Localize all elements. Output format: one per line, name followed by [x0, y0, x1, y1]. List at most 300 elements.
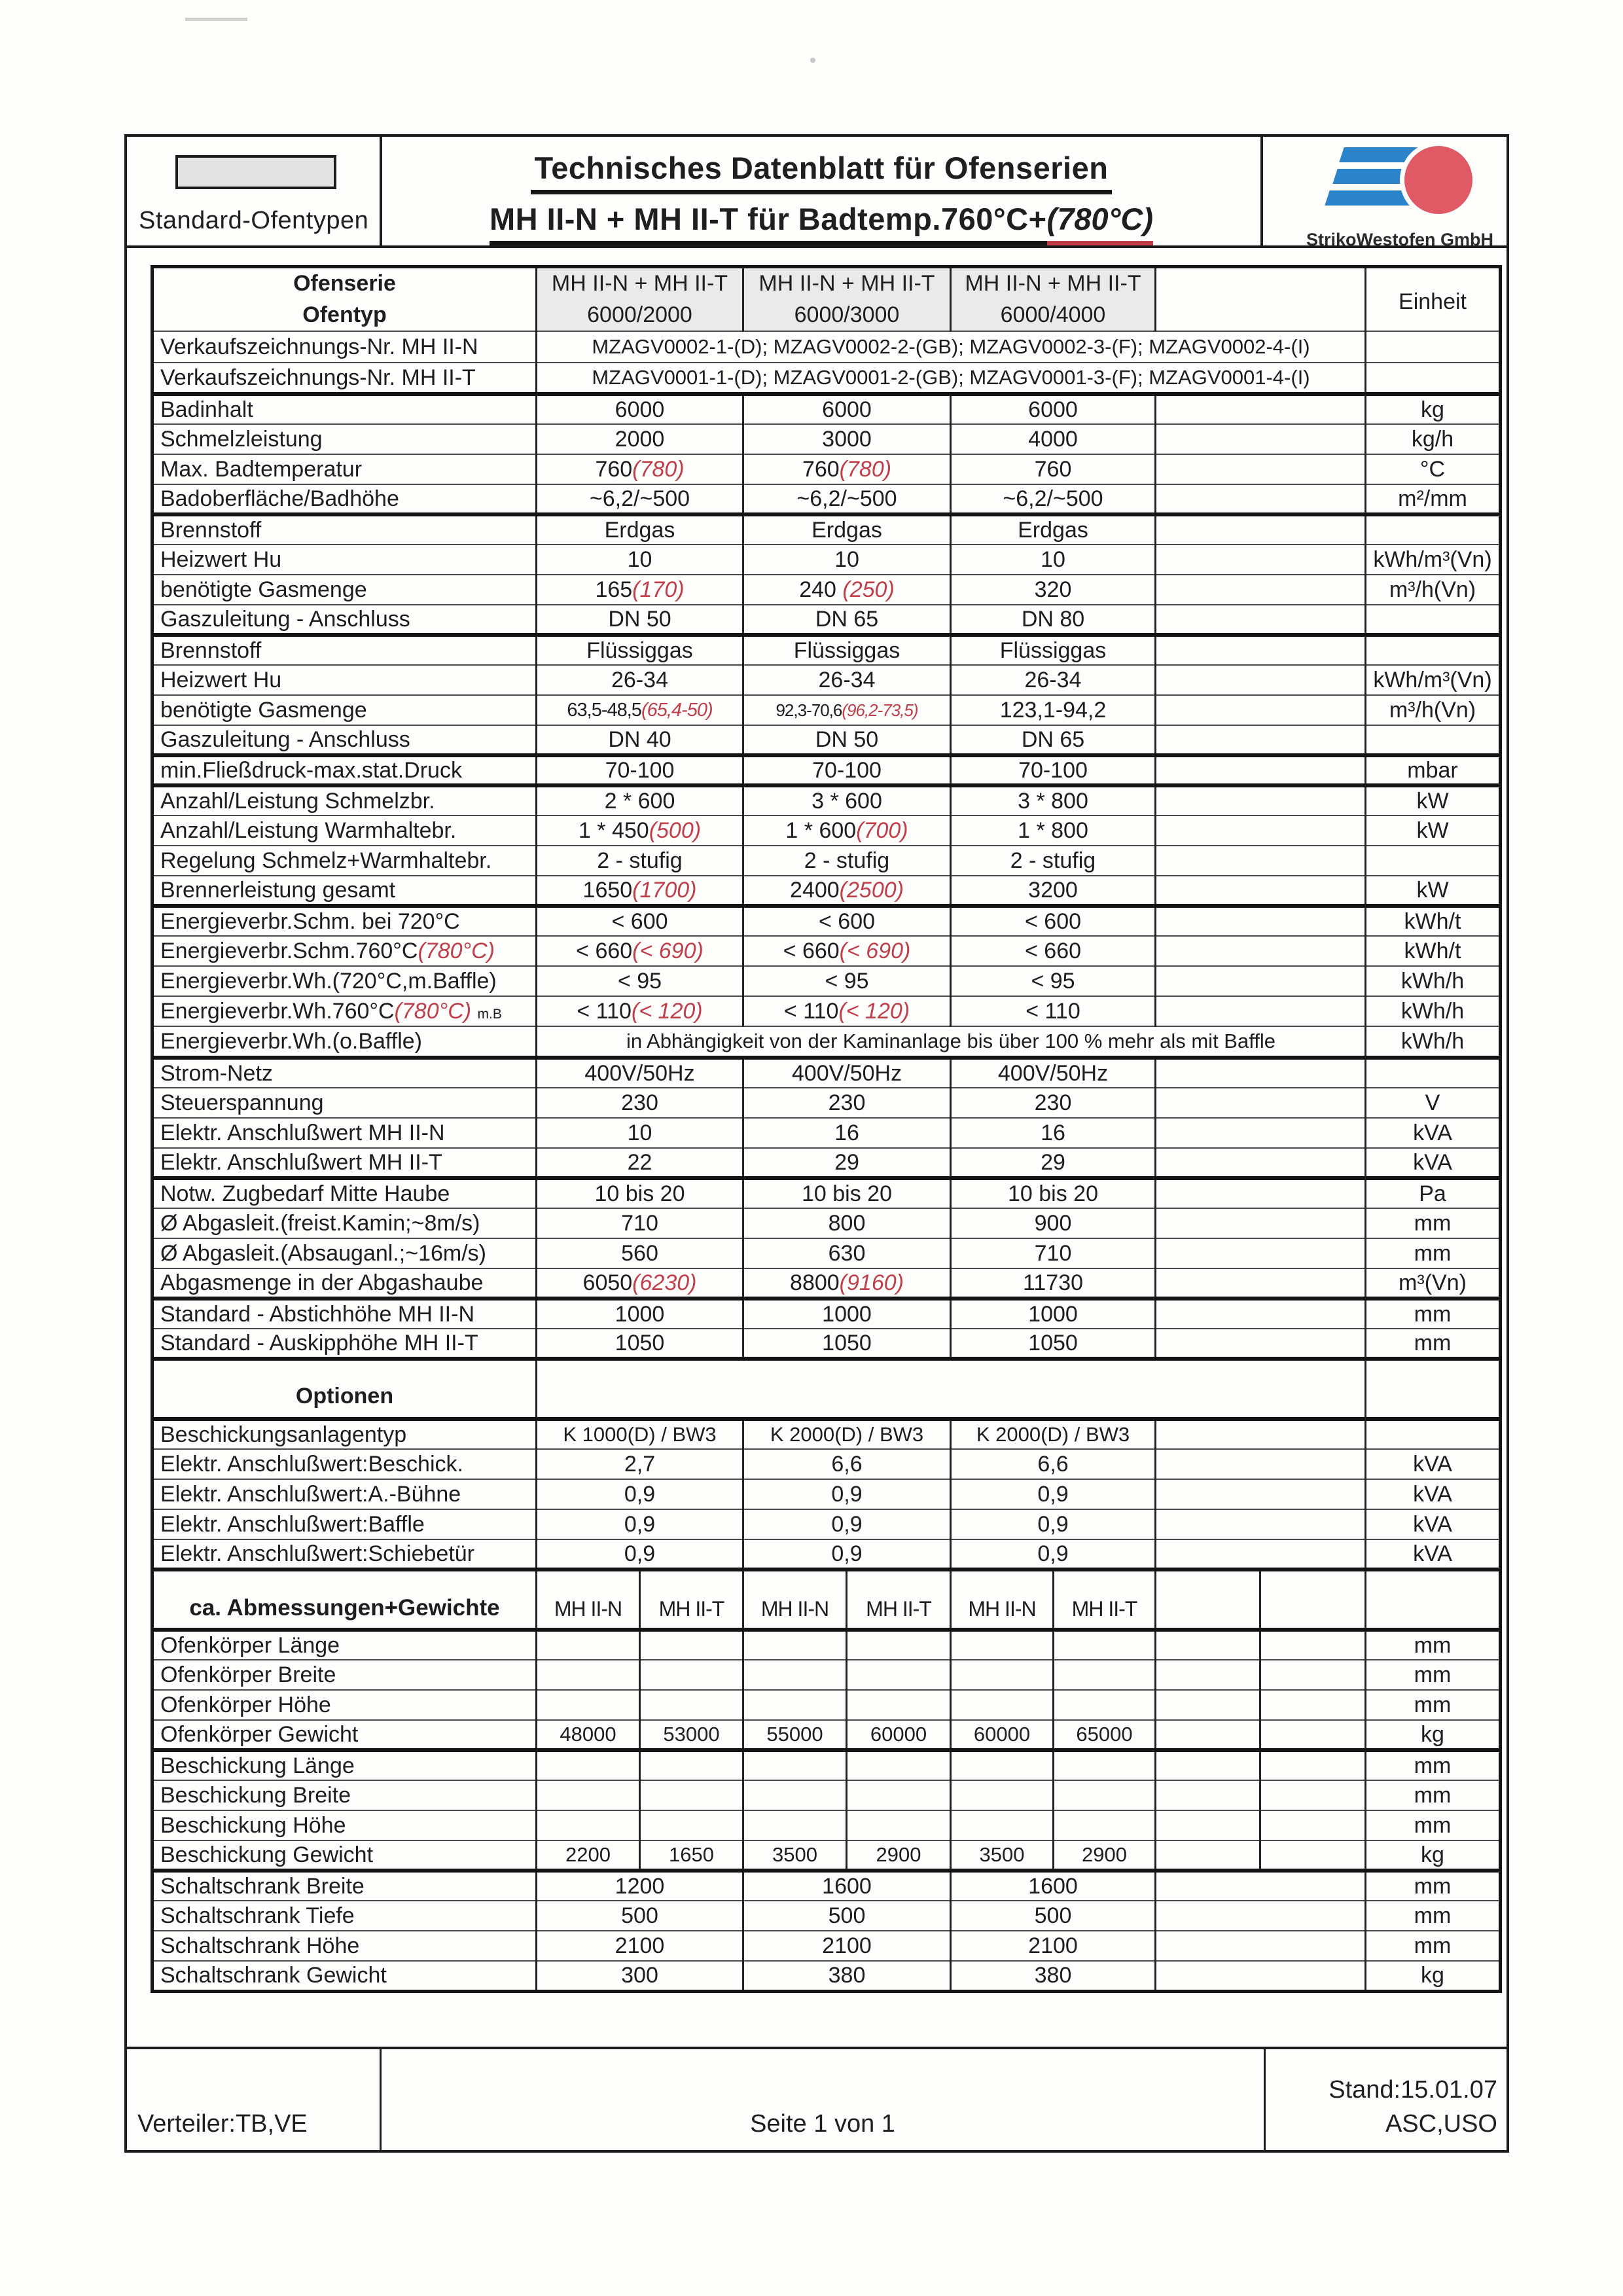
- value-cell: < 95: [537, 966, 743, 996]
- value-cell: 16: [743, 1118, 951, 1148]
- empty-cell: [1156, 816, 1366, 846]
- unit-cell: [1366, 846, 1501, 876]
- empty-cell: [1156, 1329, 1366, 1359]
- value-cell: 53000: [640, 1720, 743, 1750]
- unit-cell: mm: [1366, 1750, 1501, 1780]
- value-cell: 10: [951, 545, 1156, 575]
- unit-cell: kVA: [1366, 1509, 1501, 1539]
- subcolumn-header: MH II-T: [847, 1570, 951, 1630]
- table-row: [152, 876, 1501, 906]
- value-cell: 6000: [743, 394, 951, 424]
- value-cell: 10 bis 20: [951, 1178, 1156, 1208]
- unit-cell: [1366, 635, 1501, 665]
- spanning-value-cell: MZAGV0002-1-(D); MZAGV0002-2-(GB); MZAGV0002-3-(F); MZAGV0002-4-(I): [537, 331, 1366, 363]
- value-cell: 560: [537, 1238, 743, 1268]
- value-cell: 0,9: [951, 1509, 1156, 1539]
- header-cell-title: [382, 137, 1263, 245]
- value-cell: < 110(< 120): [743, 996, 951, 1026]
- value-cell: 10: [743, 545, 951, 575]
- value-cell: [1260, 1690, 1366, 1720]
- table-row: [152, 1901, 1501, 1931]
- value-cell: 1 * 450(500): [537, 816, 743, 846]
- value-cell: 29: [743, 1148, 951, 1178]
- value-cell: [951, 1780, 1054, 1810]
- value-cell: 2900: [847, 1840, 951, 1871]
- value-cell: 70-100: [951, 755, 1156, 785]
- table-row: [152, 1780, 1501, 1810]
- value-cell: 165(170): [537, 575, 743, 605]
- empty-cell: [1156, 454, 1366, 484]
- value-cell: 900: [951, 1208, 1156, 1238]
- value-cell: 2400(2500): [743, 876, 951, 906]
- value-cell: 22: [537, 1148, 743, 1178]
- value-cell: 1000: [537, 1299, 743, 1329]
- empty-cell: [1156, 1118, 1366, 1148]
- value-cell: 10: [537, 1118, 743, 1148]
- unit-cell: mm: [1366, 1208, 1501, 1238]
- header-cell-left: [127, 137, 382, 245]
- unit-cell: kWh/h: [1366, 1026, 1501, 1058]
- value-cell: [1260, 1630, 1366, 1660]
- value-cell: 92,3-70,6(96,2-73,5): [743, 695, 951, 725]
- value-cell: 0,9: [951, 1539, 1156, 1570]
- footer-revision-cell: [1266, 2049, 1507, 2150]
- unit-cell: kg: [1366, 1961, 1501, 1991]
- logo-circle-icon: [1404, 146, 1472, 214]
- row-label: Anzahl/Leistung Warmhaltebr.: [152, 816, 537, 846]
- row-label: Beschickung Gewicht: [152, 1840, 537, 1871]
- row-label: Beschickung Höhe: [152, 1810, 537, 1840]
- table-row: [152, 1329, 1501, 1359]
- unit-cell: kWh/t: [1366, 906, 1501, 936]
- value-cell: [951, 1690, 1054, 1720]
- value-cell: 0,9: [537, 1509, 743, 1539]
- value-cell: 60000: [951, 1720, 1054, 1750]
- value-cell: [1260, 1660, 1366, 1690]
- table-row: [152, 1570, 1501, 1630]
- row-label: Standard - Abstichhöhe MH II-N: [152, 1299, 537, 1329]
- value-cell: [1260, 1780, 1366, 1810]
- value-cell: Erdgas: [537, 514, 743, 545]
- spanning-value-cell: in Abhängigkeit von der Kaminanlage bis über 100 % mehr als mit Baffle: [537, 1026, 1366, 1058]
- empty-cell: [1156, 996, 1366, 1026]
- unit-cell: kVA: [1366, 1148, 1501, 1178]
- unit-cell: kg: [1366, 394, 1501, 424]
- table-row: [152, 1268, 1501, 1299]
- footer-distribution-cell: [127, 2049, 382, 2150]
- dimensions-section-label: ca. Abmessungen+Gewichte: [152, 1570, 537, 1630]
- value-cell: 1600: [743, 1871, 951, 1901]
- value-cell: [1156, 1780, 1260, 1810]
- unit-cell: kW: [1366, 785, 1501, 816]
- row-label: Beschickung Länge: [152, 1750, 537, 1780]
- value-cell: [743, 1780, 847, 1810]
- unit-cell: mm: [1366, 1810, 1501, 1840]
- value-cell: 1050: [951, 1329, 1156, 1359]
- unit-cell: mm: [1366, 1871, 1501, 1901]
- value-cell: [743, 1660, 847, 1690]
- row-label: Beschickungsanlagentyp: [152, 1419, 537, 1449]
- spec-table: [151, 265, 1502, 1993]
- empty-cell: [1156, 605, 1366, 635]
- editor-code: ASC,USO: [1385, 2109, 1497, 2138]
- table-row: [152, 331, 1501, 363]
- unit-cell: m³(Vn): [1366, 1268, 1501, 1299]
- empty-cell: [1156, 665, 1366, 695]
- value-cell: 0,9: [951, 1479, 1156, 1509]
- table-row: [152, 1871, 1501, 1901]
- unit-cell: kg/h: [1366, 424, 1501, 454]
- company-logo: [1306, 147, 1494, 249]
- stand-date: Stand:15.01.07: [1329, 2076, 1497, 2104]
- unit-cell: kWh/m³(Vn): [1366, 665, 1501, 695]
- value-cell: 320: [951, 575, 1156, 605]
- value-cell: < 600: [537, 906, 743, 936]
- empty-cell: [1156, 1871, 1366, 1901]
- value-cell: 0,9: [743, 1479, 951, 1509]
- empty-cell: [1156, 1961, 1366, 1991]
- unit-cell: °C: [1366, 454, 1501, 484]
- value-cell: [1260, 1810, 1366, 1840]
- value-cell: [640, 1750, 743, 1780]
- header-cell-logo: [1263, 137, 1507, 249]
- value-cell: [1156, 1750, 1260, 1780]
- value-cell: < 660: [951, 936, 1156, 966]
- scan-artifact-dash: [185, 18, 247, 21]
- value-cell: 380: [951, 1961, 1156, 1991]
- value-cell: [951, 1750, 1054, 1780]
- subtitle-red: (780°C): [1047, 201, 1153, 245]
- value-cell: 48000: [537, 1720, 640, 1750]
- spanning-value-cell: MZAGV0001-1-(D); MZAGV0001-2-(GB); MZAGV0001-3-(F); MZAGV0001-4-(I): [537, 363, 1366, 394]
- series-header-cell: MH II-N + MH II-T 6000/4000: [951, 267, 1156, 332]
- unit-cell: mm: [1366, 1660, 1501, 1690]
- table-row: [152, 363, 1501, 394]
- value-cell: 300: [537, 1961, 743, 1991]
- table-row: [152, 1720, 1501, 1750]
- value-cell: [1054, 1810, 1156, 1840]
- footer-page-cell: [382, 2049, 1266, 2150]
- footer-band: [127, 2047, 1507, 2150]
- page-subtitle: [382, 201, 1260, 245]
- value-cell: 400V/50Hz: [743, 1058, 951, 1088]
- value-cell: 1600: [951, 1871, 1156, 1901]
- value-cell: 1650(1700): [537, 876, 743, 906]
- value-cell: 1 * 600(700): [743, 816, 951, 846]
- value-cell: [1156, 1660, 1260, 1690]
- table-row: [152, 1479, 1501, 1509]
- unit-cell: [1366, 605, 1501, 635]
- value-cell: [847, 1750, 951, 1780]
- value-cell: [951, 1630, 1054, 1660]
- einheit-header-cell: Einheit: [1366, 267, 1501, 332]
- value-cell: ~6,2/~500: [951, 484, 1156, 514]
- table-row: [152, 1840, 1501, 1871]
- value-cell: Erdgas: [951, 514, 1156, 545]
- value-cell: < 600: [951, 906, 1156, 936]
- value-cell: ~6,2/~500: [743, 484, 951, 514]
- row-label: Beschickung Breite: [152, 1780, 537, 1810]
- value-cell: 1000: [743, 1299, 951, 1329]
- value-cell: [847, 1690, 951, 1720]
- unit-cell: [1366, 1058, 1501, 1088]
- value-cell: [743, 1810, 847, 1840]
- row-label: Strom-Netz: [152, 1058, 537, 1088]
- value-cell: [847, 1630, 951, 1660]
- unit-cell: kWh/h: [1366, 966, 1501, 996]
- row-label: Standard - Auskipphöhe MH II-T: [152, 1329, 537, 1359]
- empty-cell: [1156, 514, 1366, 545]
- value-cell: 2 - stufig: [537, 846, 743, 876]
- value-cell: [1054, 1690, 1156, 1720]
- empty-cell: [1156, 424, 1366, 454]
- value-cell: 6050(6230): [537, 1268, 743, 1299]
- row-label: Schaltschrank Höhe: [152, 1931, 537, 1961]
- value-cell: < 95: [743, 966, 951, 996]
- table-row: [152, 1208, 1501, 1238]
- value-cell: [640, 1630, 743, 1660]
- unit-cell: kVA: [1366, 1118, 1501, 1148]
- subcolumn-header: MH II-N: [537, 1570, 640, 1630]
- value-cell: [1156, 1840, 1260, 1871]
- value-cell: 760(780): [537, 454, 743, 484]
- empty-cell: [1156, 575, 1366, 605]
- value-cell: [1156, 1690, 1260, 1720]
- empty-cell: [1156, 755, 1366, 785]
- subcolumn-header: MH II-N: [743, 1570, 847, 1630]
- table-row: [152, 665, 1501, 695]
- value-cell: 26-34: [537, 665, 743, 695]
- table-row: [152, 1419, 1501, 1449]
- value-cell: 240 (250): [743, 575, 951, 605]
- empty-cell: [1156, 1539, 1366, 1570]
- value-cell: 55000: [743, 1720, 847, 1750]
- value-cell: [537, 1690, 640, 1720]
- value-cell: 400V/50Hz: [537, 1058, 743, 1088]
- empty-cell: [1156, 936, 1366, 966]
- table-row: [152, 575, 1501, 605]
- table-row: [152, 1750, 1501, 1780]
- value-cell: 800: [743, 1208, 951, 1238]
- value-cell: K 1000(D) / BW3: [537, 1419, 743, 1449]
- empty-cell: [1156, 846, 1366, 876]
- empty-cell: [1156, 635, 1366, 665]
- row-label: Anzahl/Leistung Schmelzbr.: [152, 785, 537, 816]
- row-label: Regelung Schmelz+Warmhaltebr.: [152, 846, 537, 876]
- value-cell: DN 40: [537, 725, 743, 755]
- value-cell: < 660(< 690): [743, 936, 951, 966]
- value-cell: 63,5-48,5(65,4-50): [537, 695, 743, 725]
- table-row: [152, 454, 1501, 484]
- subtitle-black: MH II-N + MH II-T für Badtemp.760°C+: [490, 201, 1047, 245]
- value-cell: [1260, 1750, 1366, 1780]
- row-label: Energieverbr.Wh.760°C(780°C) m.B: [152, 996, 537, 1026]
- value-cell: 760: [951, 454, 1156, 484]
- unit-cell: mm: [1366, 1329, 1501, 1359]
- ofenserie-label: Ofenserie: [293, 271, 396, 296]
- outer-frame: [124, 134, 1509, 2153]
- row-label: Ofenkörper Länge: [152, 1630, 537, 1660]
- empty-cell: [1156, 906, 1366, 936]
- value-cell: [1156, 1810, 1260, 1840]
- series-header-cell: MH II-N + MH II-T 6000/2000: [537, 267, 743, 332]
- table-row: [152, 635, 1501, 665]
- empty-cell: [1156, 1449, 1366, 1479]
- empty-cell: [1156, 785, 1366, 816]
- row-label: Badinhalt: [152, 394, 537, 424]
- row-label: Ofenkörper Breite: [152, 1660, 537, 1690]
- row-label: Gaszuleitung - Anschluss: [152, 725, 537, 755]
- row-label: Elektr. Anschlußwert:Schiebetür: [152, 1539, 537, 1570]
- table-row: [152, 424, 1501, 454]
- row-label: benötigte Gasmenge: [152, 695, 537, 725]
- unit-cell: m³/h(Vn): [1366, 695, 1501, 725]
- value-cell: Flüssiggas: [743, 635, 951, 665]
- value-cell: 4000: [951, 424, 1156, 454]
- empty-cell: [537, 1359, 1366, 1419]
- row-label: Max. Badtemperatur: [152, 454, 537, 484]
- value-cell: [1156, 1720, 1260, 1750]
- value-cell: 3000: [743, 424, 951, 454]
- value-cell: 6000: [951, 394, 1156, 424]
- row-label: Schaltschrank Gewicht: [152, 1961, 537, 1991]
- table-row: [152, 816, 1501, 846]
- value-cell: < 110: [951, 996, 1156, 1026]
- value-cell: DN 65: [951, 725, 1156, 755]
- ofenserie-header-cell: [152, 267, 537, 332]
- table-row: [152, 1539, 1501, 1570]
- value-cell: < 110(< 120): [537, 996, 743, 1026]
- value-cell: 6000: [537, 394, 743, 424]
- value-cell: [847, 1780, 951, 1810]
- value-cell: 16: [951, 1118, 1156, 1148]
- value-cell: 1200: [537, 1871, 743, 1901]
- unit-cell: mm: [1366, 1901, 1501, 1931]
- empty-cell: [1156, 966, 1366, 996]
- row-label: Schaltschrank Tiefe: [152, 1901, 537, 1931]
- value-cell: [951, 1660, 1054, 1690]
- table-row: [152, 1449, 1501, 1479]
- value-cell: 630: [743, 1238, 951, 1268]
- value-cell: < 660(< 690): [537, 936, 743, 966]
- unit-cell: [1366, 1570, 1501, 1630]
- header-band: [127, 137, 1507, 248]
- value-cell: DN 50: [537, 605, 743, 635]
- empty-cell: [1156, 1931, 1366, 1961]
- value-cell: [1054, 1630, 1156, 1660]
- table-row: [152, 1630, 1501, 1660]
- row-label: Elektr. Anschlußwert MH II-T: [152, 1148, 537, 1178]
- value-cell: 2000: [537, 424, 743, 454]
- subcolumn-header: [1260, 1570, 1366, 1630]
- unit-cell: kVA: [1366, 1539, 1501, 1570]
- table-row: [152, 996, 1501, 1026]
- table-row: [152, 1118, 1501, 1148]
- unit-cell: kg: [1366, 1720, 1501, 1750]
- unit-cell: [1366, 725, 1501, 755]
- table-row: [152, 846, 1501, 876]
- table-row: [152, 1299, 1501, 1329]
- value-cell: K 2000(D) / BW3: [951, 1419, 1156, 1449]
- value-cell: 3500: [743, 1840, 847, 1871]
- unit-cell: kg: [1366, 1840, 1501, 1871]
- empty-cell: [1156, 1479, 1366, 1509]
- value-cell: [847, 1660, 951, 1690]
- row-label: Schmelzleistung: [152, 424, 537, 454]
- row-label: Verkaufszeichnungs-Nr. MH II-T: [152, 363, 537, 394]
- value-cell: [1054, 1750, 1156, 1780]
- empty-cell: [1156, 1901, 1366, 1931]
- value-cell: 26-34: [743, 665, 951, 695]
- row-label: Ø Abgasleit.(Absauganl.;~16m/s): [152, 1238, 537, 1268]
- value-cell: 230: [743, 1088, 951, 1118]
- value-cell: 11730: [951, 1268, 1156, 1299]
- table-row: [152, 1058, 1501, 1088]
- row-label: Badoberfläche/Badhöhe: [152, 484, 537, 514]
- table-row: [152, 1690, 1501, 1720]
- value-cell: 0,9: [537, 1479, 743, 1509]
- table-row: [152, 1509, 1501, 1539]
- value-cell: Flüssiggas: [951, 635, 1156, 665]
- value-cell: 26-34: [951, 665, 1156, 695]
- subcolumn-header: MH II-T: [640, 1570, 743, 1630]
- empty-cell: [1156, 1178, 1366, 1208]
- table-row: [152, 1961, 1501, 1991]
- row-label: Ofenkörper Gewicht: [152, 1720, 537, 1750]
- value-cell: 70-100: [537, 755, 743, 785]
- row-label: Elektr. Anschlußwert:A.-Bühne: [152, 1479, 537, 1509]
- value-cell: [537, 1810, 640, 1840]
- table-row: [152, 1088, 1501, 1118]
- table-row: [152, 1178, 1501, 1208]
- value-cell: 2200: [537, 1840, 640, 1871]
- table-row: [152, 1810, 1501, 1840]
- series-header-cell: MH II-N + MH II-T 6000/3000: [743, 267, 951, 332]
- table-row: [152, 514, 1501, 545]
- table-row: [152, 1359, 1501, 1419]
- value-cell: 3200: [951, 876, 1156, 906]
- unit-cell: m³/h(Vn): [1366, 575, 1501, 605]
- value-cell: 10 bis 20: [537, 1178, 743, 1208]
- value-cell: [1260, 1840, 1366, 1871]
- empty-cell: [1156, 1299, 1366, 1329]
- value-cell: [640, 1810, 743, 1840]
- row-label: Heizwert Hu: [152, 665, 537, 695]
- row-label: Energieverbr.Wh.(720°C,m.Baffle): [152, 966, 537, 996]
- value-cell: [847, 1810, 951, 1840]
- value-cell: 500: [537, 1901, 743, 1931]
- value-cell: 3 * 600: [743, 785, 951, 816]
- row-label: Energieverbr.Wh.(o.Baffle): [152, 1026, 537, 1058]
- table-row: [152, 725, 1501, 755]
- table-row: [152, 1026, 1501, 1058]
- unit-cell: kVA: [1366, 1449, 1501, 1479]
- value-cell: [537, 1660, 640, 1690]
- unit-cell: mm: [1366, 1931, 1501, 1961]
- unit-cell: mm: [1366, 1780, 1501, 1810]
- table-row: [152, 966, 1501, 996]
- row-label: benötigte Gasmenge: [152, 575, 537, 605]
- unit-cell: kW: [1366, 816, 1501, 846]
- value-cell: < 600: [743, 906, 951, 936]
- value-cell: [743, 1690, 847, 1720]
- value-cell: DN 65: [743, 605, 951, 635]
- value-cell: 2 - stufig: [743, 846, 951, 876]
- value-cell: 6,6: [743, 1449, 951, 1479]
- empty-cell: [1156, 1058, 1366, 1088]
- value-cell: 60000: [847, 1720, 951, 1750]
- value-cell: 1050: [743, 1329, 951, 1359]
